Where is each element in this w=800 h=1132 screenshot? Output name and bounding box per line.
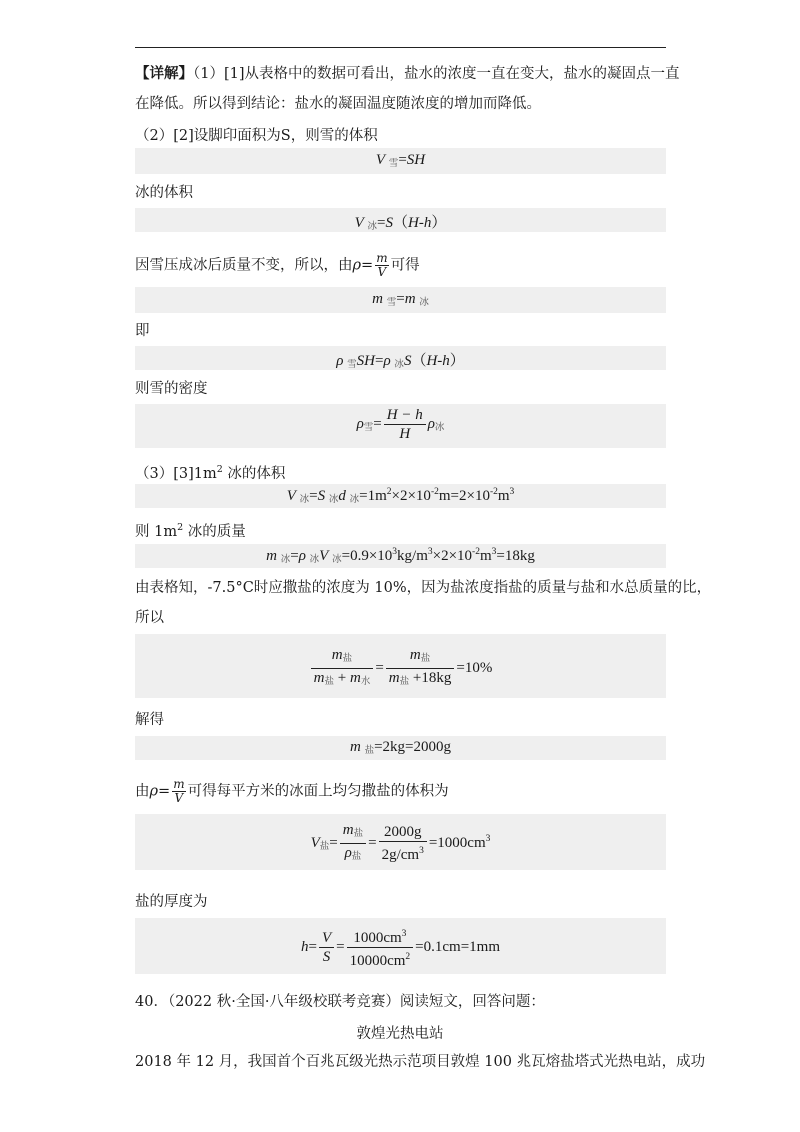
detail-line-3: （2）[2]设脚印面积为S，则雪的体积 [135,128,378,144]
snow-density-label: 则雪的密度 [135,381,208,397]
ji-label: 即 [135,323,150,339]
detail-tag: 【详解】 [135,65,193,82]
eq-salt-thickness: h= $\frac{V}{S}$ = $\frac{1000cm^3}{10000cm^2}$ =0.1cm=1mm [135,925,666,970]
table-line-1: 由表格知，-7.5°C时应撒盐的浓度为 10%，因为盐浓度指盐的质量与盐和水总质量的比， [135,580,712,596]
part3-line: $(3)[3]1m^2$ 冰的体积 [135,464,286,482]
header-rule [135,47,666,48]
eq-mass-equal: m $_雪$=m $_冰$ [372,291,429,308]
eq-ice-volume: V $_冰$=S（H-h） [354,215,447,232]
detail-line-1: 【详解】（1）[1]从表格中的数据可看出，盐水的浓度一直在变大，盐水的凝固点一直 [135,65,680,82]
eq-salt-ratio: $\frac{m_盐}{m_盐 + m_水}$ = $\frac{m_盐}{m_盐 +18kg}$ =10% [135,646,666,691]
article-body-line-1: 2018 年 12 月，我国首个百兆瓦级光热示范项目敦煌 100 兆瓦熔盐塔式光热电站，成功 [135,1054,706,1070]
detail-line-2: 在降低。所以得到结论：盐水的凝固温度随浓度的增加而降低。 [135,96,541,112]
salt-volume-line: 由ρ= $\frac{m}{V}$ 可得每平方米的冰面上均匀撒盐的体积为 [135,777,449,805]
table-line-2: 所以 [135,610,164,626]
article-title: 敦煌光热电站 [356,1026,444,1042]
eq-density-relation: ρ $_雪$SH=ρ $_冰$S（H-h） [336,353,465,370]
eq-snow-density: $\rho_雪=$ $\frac{H - h}{H}$ $\rho_冰$ [356,407,445,442]
thickness-label: 盐的厚度为 [135,894,208,910]
mass-ice-label: 则 $1m^2$ 冰的质量 [135,522,246,540]
solve-label: 解得 [135,712,164,728]
density-formula: $\frac{m}{V}$ [376,251,388,279]
eq-snow-volume: V $_雪$=SH [375,152,426,169]
eq-salt-mass: m $_盐$=2kg=2000g [349,739,452,756]
mass-unchanged-line: 因雪压成冰后质量不变，所以，由ρ= $\frac{m}{V}$ 可得 [135,251,420,279]
question-40-stem: 40．（2022 秋·全国·八年级校联考竞赛）阅读短文，回答问题： [135,994,545,1010]
density-formula: $\frac{m}{V}$ [173,777,185,805]
eq-salt-volume: $V_盐=$ $\frac{m_盐}{\rho_盐}$ = $\frac{2000g}{2g/cm^3}$ $=1000cm^3$ [310,822,491,863]
eq-ice-mass: m $_冰$=ρ $_冰$V $_冰=0.9\times 10^3kg/m^3\times 2\times 10^{-2}m^3=18kg$ [266,547,535,565]
ice-volume-label: 冰的体积 [135,185,193,201]
eq-ice-volume-1m2: V $_冰$=S $_冰$d $_冰=1m^2\times 2\times 10^{-2}m=2\times 10^{-2}m^3$ [286,487,515,505]
